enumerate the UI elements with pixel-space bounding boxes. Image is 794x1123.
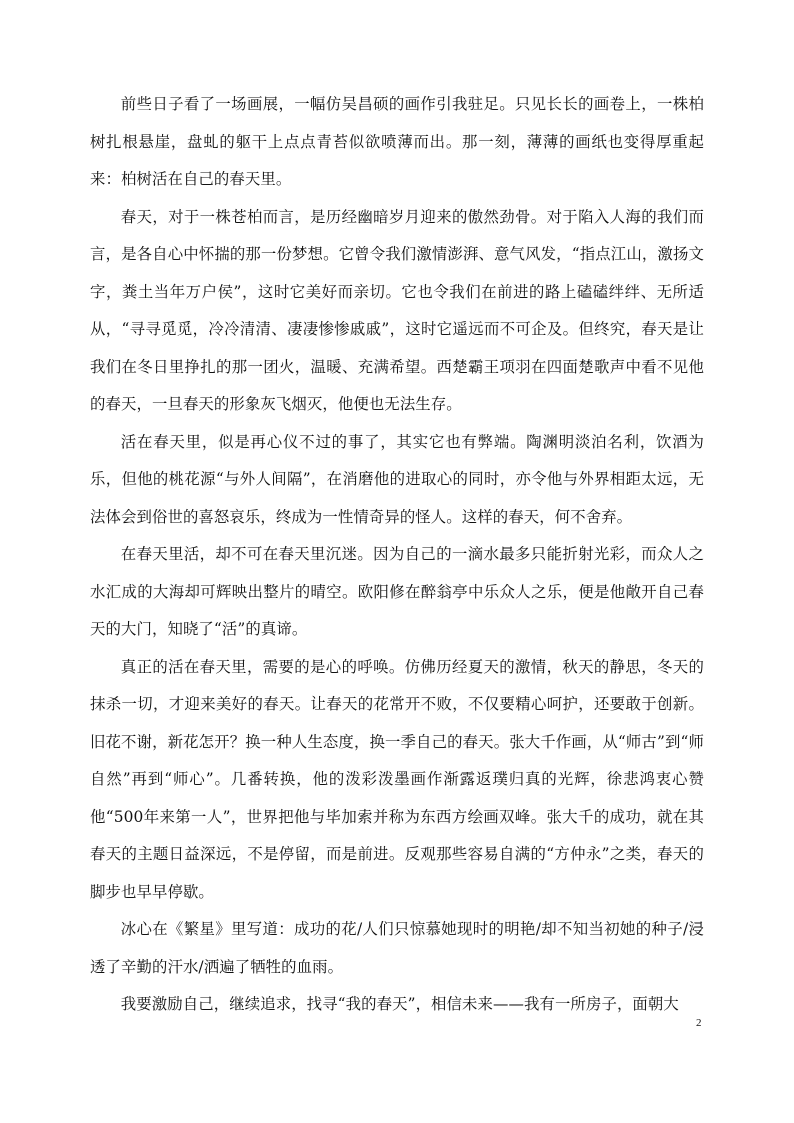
paragraph-1: 前些日子看了一场画展，一幅仿吴昌硕的画作引我驻足。只见长长的画卷上，一株柏树扎根悬崖，盘虬的躯干上点点青苔似欲喷薄而出。那一刻，薄薄的画纸也变得厚重起来：柏树活在自己的春天里。: [90, 95, 704, 188]
page-number: 2: [696, 1017, 702, 1029]
document-page: [90, 86, 704, 1024]
paragraph-2: 春天，对于一株苍柏而言，是历经幽暗岁月迎来的傲然劲骨。对于陷入人海的我们而言，是各自心中怀揣的那一份梦想。它曾令我们激情澎湃、意气风发，“指点江山，激扬文字，粪土当年万户侯”，这时它美好而亲切。它也令我们在前进的路上磕磕绊绊、无所适从，“寻寻觅觅，冷冷清清、凄凄惨惨戚戚”，这时它遥远而不可企及。但终究，春天是让我们在冬日里挣扎的那一团火，温暖、充满希望。西楚霸王项羽在四面楚歌声中看不见他的春天，一旦春天的形象灰飞烟灭，他便也无法生存。: [90, 207, 704, 413]
paragraph-3: 活在春天里，似是再心仪不过的事了，其实它也有弊端。陶渊明淡泊名利，饮酒为乐，但他的桃花源“与外人间隔”，在消磨他的进取心的同时，亦令他与外界相距太远，无法体会到俗世的喜怒哀乐，终成为一性情奇异的怪人。这样的春天，何不舍弃。: [90, 432, 704, 526]
paragraph-5: 真正的活在春天里，需要的是心的呼唤。仿佛历经夏天的激情，秋天的静思，冬天的抹杀一切，才迎来美好的春天。让春天的花常开不败，不仅要精心呵护，还要敢于创新。旧花不谢，新花怎开？换一种人生态度，换一季自己的春天。张大千作画，从“师古”到“师自然”再到“师心”。几番转换，他的泼彩泼墨画作渐露返璞归真的光辉，徐悲鸿衷心赞他“500年来第一人”，世界把他与毕加索并称为东西方绘画双峰。张大千的成功，就在其春天的主题日益深远，不是停留，而是前进。反观那些容易自满的“方仲永”之类，春天的脚步也早早停歇。: [90, 657, 704, 901]
paragraph-7: 我要激励自己，继续追求，找寻“我的春天”，相信未来——我有一所房子，面朝大: [120, 995, 679, 1013]
paragraph-6: 冰心在《繁星》里写道：成功的花/人们只惊慕她现时的明艳/却不知当初她的种子/浸透了辛勤的汗水/洒遍了牺牲的血雨。: [90, 920, 704, 976]
paragraph-4: 在春天里活，却不可在春天里沉迷。因为自己的一滴水最多只能折射光彩，而众人之水汇成的大海却可辉映出整片的晴空。欧阳修在醉翁亭中乐众人之乐，便是他敞开自己春天的大门，知晓了“活”的真谛。: [90, 545, 704, 638]
